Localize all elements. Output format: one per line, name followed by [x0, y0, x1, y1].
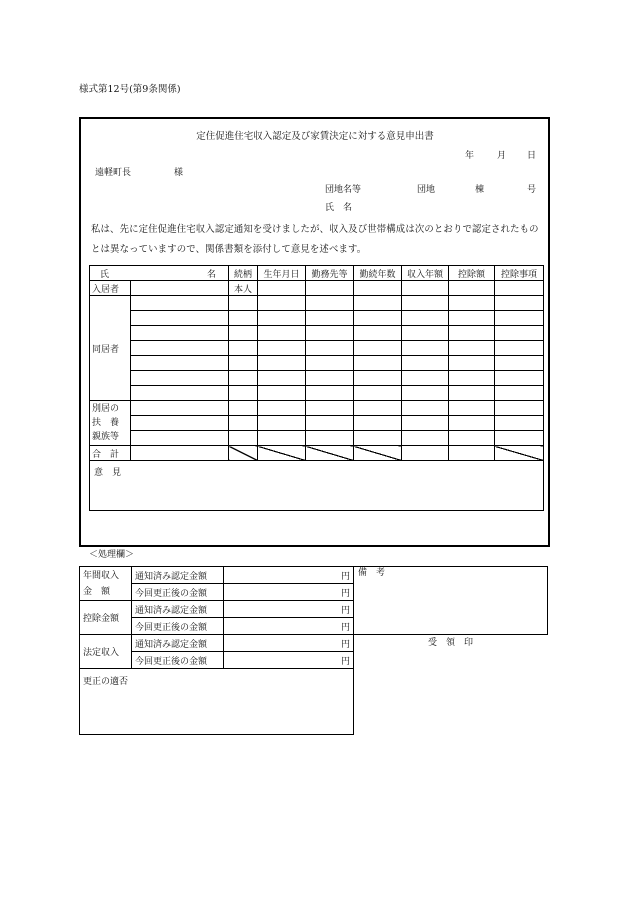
cohabitant-row — [90, 296, 544, 311]
yen-cell[interactable]: 円 — [224, 567, 354, 584]
table-cell[interactable] — [229, 341, 258, 356]
total-deduction-cell[interactable] — [449, 446, 495, 461]
table-cell[interactable] — [229, 371, 258, 386]
table-cell[interactable] — [306, 431, 354, 446]
table-cell[interactable] — [402, 311, 449, 326]
table-cell[interactable] — [258, 386, 306, 401]
table-cell[interactable] — [402, 296, 449, 311]
deduction-amount-label: 控除金額 — [80, 601, 132, 635]
table-cell[interactable] — [258, 431, 306, 446]
table-cell[interactable] — [258, 356, 306, 371]
deduction-header: 控除額 — [449, 266, 495, 281]
table-cell[interactable] — [354, 401, 402, 416]
notified-amount-label: 通知済み認定金額 — [132, 635, 224, 652]
remarks-label: 備 考 — [358, 568, 386, 578]
cohabitant-row — [90, 326, 544, 341]
table-cell[interactable] — [402, 416, 449, 431]
form-title: 定住促進住宅収入認定及び家賃決定に対する意見申出書 — [196, 131, 434, 142]
cohabitant-row — [90, 356, 544, 371]
table-cell[interactable] — [402, 281, 449, 296]
correction-row — [80, 669, 354, 735]
receipt-stamp-label: 受 領 印 — [428, 638, 474, 648]
notified-amount-label: 通知済み認定金額 — [132, 601, 224, 618]
table-cell — [131, 446, 229, 461]
opinion-cell[interactable] — [90, 461, 544, 511]
corrected-amount-label: 今回更正後の金額 — [132, 618, 224, 635]
table-header-row — [90, 266, 544, 281]
address-tou: 棟 — [475, 185, 485, 195]
declaration-text: 私は、先に定住促進住宅収入認定通知を受けましたが、収入及び世帯構成は次のとおりで認定されたものとは異なっていますので、関係書類を添付して意見を述べます。 — [91, 224, 539, 255]
table-cell[interactable] — [495, 386, 544, 401]
table-cell[interactable] — [229, 296, 258, 311]
table-cell[interactable] — [229, 386, 258, 401]
address-danchi: 団地 — [417, 185, 436, 195]
table-cell[interactable] — [402, 341, 449, 356]
table-cell[interactable] — [402, 401, 449, 416]
address-gou: 号 — [527, 185, 537, 195]
table-cell[interactable] — [449, 416, 495, 431]
table-cell[interactable] — [131, 386, 229, 401]
applicant-name-label: 氏 名 — [325, 203, 353, 213]
table-cell[interactable] — [258, 296, 306, 311]
table-cell[interactable] — [306, 296, 354, 311]
table-cell[interactable] — [258, 401, 306, 416]
table-cell[interactable] — [495, 296, 544, 311]
table-cell[interactable] — [495, 326, 544, 341]
diagonal-cell — [229, 446, 258, 461]
table-cell[interactable] — [449, 326, 495, 341]
diagonal-cell — [354, 446, 402, 461]
table-cell[interactable] — [306, 341, 354, 356]
table-cell[interactable] — [449, 356, 495, 371]
table-cell[interactable] — [495, 371, 544, 386]
table-cell[interactable] — [449, 311, 495, 326]
yen-cell[interactable]: 円 — [224, 584, 354, 601]
opinion-label: 意 見 — [94, 468, 122, 478]
table-cell[interactable] — [449, 341, 495, 356]
corrected-amount-label: 今回更正後の金額 — [132, 652, 224, 669]
processing-table — [79, 566, 354, 735]
table-cell[interactable] — [229, 326, 258, 341]
dependent-row — [90, 416, 544, 431]
annual-income-label: 年間収入 金 額 — [80, 567, 132, 601]
addressee-honorific: 様 — [174, 168, 184, 178]
table-cell[interactable] — [131, 371, 229, 386]
table-cell[interactable] — [495, 281, 544, 296]
table-cell[interactable] — [354, 431, 402, 446]
table-cell[interactable] — [354, 416, 402, 431]
birth-header: 生年月日 — [258, 266, 306, 281]
table-cell[interactable] — [229, 416, 258, 431]
cohabitant-row — [90, 341, 544, 356]
dependent-row — [90, 401, 544, 416]
table-cell[interactable] — [449, 371, 495, 386]
deduction-item-header: 控除事項 — [495, 266, 544, 281]
table-cell[interactable] — [354, 386, 402, 401]
table-cell[interactable] — [131, 401, 229, 416]
table-cell[interactable] — [258, 281, 306, 296]
table-cell[interactable] — [354, 371, 402, 386]
table-cell[interactable] — [495, 416, 544, 431]
years-header: 勤続年数 — [354, 266, 402, 281]
table-cell[interactable] — [258, 341, 306, 356]
table-cell[interactable] — [131, 296, 229, 311]
table-cell[interactable] — [258, 371, 306, 386]
total-income-cell[interactable] — [402, 446, 449, 461]
correction-label: 更正の適否 — [83, 677, 129, 687]
table-cell[interactable] — [306, 386, 354, 401]
table-cell[interactable] — [306, 311, 354, 326]
table-cell[interactable] — [131, 311, 229, 326]
table-cell[interactable] — [306, 281, 354, 296]
yen-cell[interactable]: 円 — [224, 652, 354, 669]
household-table — [89, 265, 544, 511]
correction-cell[interactable] — [80, 669, 354, 735]
table-cell[interactable] — [131, 356, 229, 371]
table-cell[interactable] — [229, 311, 258, 326]
table-cell[interactable] — [354, 356, 402, 371]
processing-heading: ＜処理欄＞ — [89, 550, 135, 560]
table-cell[interactable] — [131, 341, 229, 356]
table-cell[interactable] — [354, 281, 402, 296]
table-cell[interactable] — [495, 341, 544, 356]
resident-name-cell[interactable] — [131, 281, 229, 296]
table-cell[interactable] — [402, 386, 449, 401]
resident-label: 入居者 — [90, 281, 131, 296]
table-cell[interactable] — [354, 341, 402, 356]
table-cell[interactable] — [306, 401, 354, 416]
yen-cell[interactable]: 円 — [224, 635, 354, 652]
table-cell[interactable] — [354, 326, 402, 341]
addressee-name: 遠軽町長 — [95, 168, 132, 178]
yen-cell[interactable]: 円 — [224, 601, 354, 618]
table-cell[interactable] — [354, 311, 402, 326]
table-cell[interactable] — [131, 431, 229, 446]
opinion-row — [90, 461, 544, 511]
table-cell[interactable] — [495, 431, 544, 446]
diagonal-cell — [495, 446, 544, 461]
table-cell[interactable] — [402, 371, 449, 386]
total-row — [90, 446, 544, 461]
cohabitant-row — [90, 371, 544, 386]
form-number-label: 様式第12号(第9条関係) — [79, 84, 181, 95]
table-cell[interactable] — [495, 356, 544, 371]
table-cell[interactable] — [402, 356, 449, 371]
table-cell[interactable] — [131, 416, 229, 431]
yen-cell[interactable]: 円 — [224, 618, 354, 635]
resident-relation-cell: 本人 — [229, 281, 258, 296]
table-cell[interactable] — [354, 296, 402, 311]
processing-row — [80, 567, 354, 584]
dependent-label: 別居の 扶 養 親族等 — [90, 401, 131, 446]
address-label: 団地名等 — [325, 185, 362, 195]
name-header: 氏 名 — [90, 266, 229, 281]
table-cell[interactable] — [495, 401, 544, 416]
table-cell[interactable] — [258, 311, 306, 326]
table-cell[interactable] — [495, 311, 544, 326]
corrected-amount-label: 今回更正後の金額 — [132, 584, 224, 601]
table-cell[interactable] — [306, 416, 354, 431]
cohabitant-label: 同居者 — [90, 296, 131, 401]
income-header: 収入年額 — [402, 266, 449, 281]
date-day: 日 — [527, 151, 537, 161]
table-cell[interactable] — [449, 431, 495, 446]
cohabitant-row — [90, 311, 544, 326]
table-cell[interactable] — [229, 356, 258, 371]
cohabitant-row — [90, 386, 544, 401]
legal-income-label: 法定収入 — [80, 635, 132, 669]
resident-row — [90, 281, 544, 296]
table-cell[interactable] — [402, 326, 449, 341]
diagonal-cell — [258, 446, 306, 461]
processing-row — [80, 635, 354, 652]
table-cell[interactable] — [402, 431, 449, 446]
table-cell[interactable] — [449, 386, 495, 401]
table-cell[interactable] — [229, 401, 258, 416]
table-cell[interactable] — [306, 371, 354, 386]
table-cell[interactable] — [229, 431, 258, 446]
date-month: 月 — [497, 151, 507, 161]
table-cell[interactable] — [306, 326, 354, 341]
table-cell[interactable] — [449, 296, 495, 311]
notified-amount-label: 通知済み認定金額 — [132, 567, 224, 584]
total-label: 合 計 — [90, 446, 131, 461]
table-cell[interactable] — [131, 326, 229, 341]
processing-row — [80, 601, 354, 618]
workplace-header: 勤務先等 — [306, 266, 354, 281]
table-cell[interactable] — [449, 401, 495, 416]
relation-header: 続柄 — [229, 266, 258, 281]
table-cell[interactable] — [258, 326, 306, 341]
table-cell[interactable] — [306, 356, 354, 371]
table-cell[interactable] — [449, 281, 495, 296]
diagonal-cell — [306, 446, 354, 461]
table-cell[interactable] — [258, 416, 306, 431]
date-year: 年 — [465, 151, 475, 161]
dependent-row — [90, 431, 544, 446]
